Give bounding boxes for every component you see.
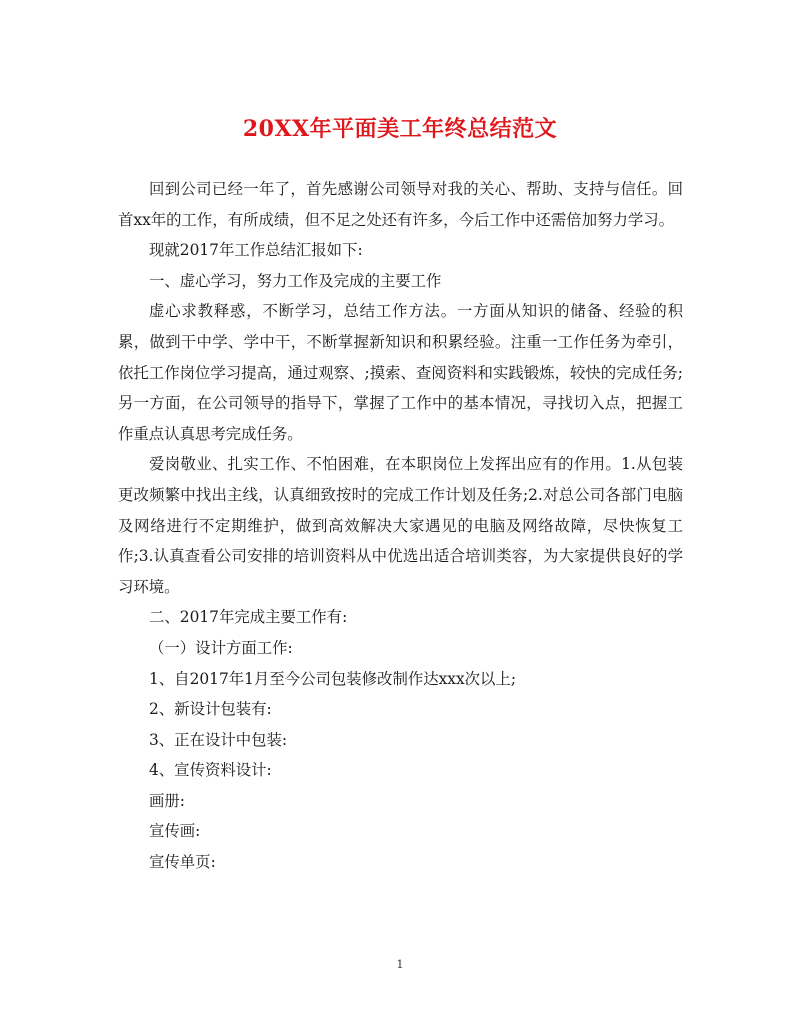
list-item: 宣传画:	[149, 822, 201, 841]
dedication-paragraph: 爱岗敬业、扎实工作、不怕困难，在本职岗位上发挥出应有的作用。1.从包装更改频繁中找出主线，认真细致按时的完成工作计划及任务;2.对总公司各部门电脑及网络进行不定期维护，做到高效解决大家遇见的电脑及网络故障，尽快恢复工作;3.认真查看公司安排的培训资料从中优选出适合培训类容，为大家提供良好的学习环境。	[118, 455, 683, 596]
section-heading-1: 一、虚心学习，努力工作及完成的主要工作	[149, 271, 442, 290]
list-item: 3、正在设计中包装:	[149, 730, 288, 749]
subsection-heading-design: （一）设计方面工作:	[149, 638, 293, 657]
document-body	[118, 174, 683, 878]
list-item: 2、新设计包装有:	[149, 700, 272, 719]
learning-paragraph: 虚心求教释惑，不断学习，总结工作方法。一方面从知识的储备、经验的积累，做到干中学、学中干，不断掌握新知识和积累经验。注重一工作任务为牵引，依托工作岗位学习提高，通过观察、;摸索、查阅资料和实践锻炼，较快的完成任务;另一方面，在公司领导的指导下，掌握了工作中的基本情况，寻找切入点，把握工作重点认真思考完成任务。	[118, 302, 683, 443]
page-number: 1	[396, 958, 404, 971]
intro-paragraph: 回到公司已经一年了，首先感谢公司领导对我的关心、帮助、支持与信任。回首xx年的工作，有所成绩，但不足之处还有许多，今后工作中还需倍加努力学习。	[118, 180, 683, 229]
list-item: 画册:	[149, 791, 185, 810]
list-item: 宣传单页:	[149, 853, 216, 872]
list-item: 4、宣传资料设计:	[149, 761, 272, 780]
list-item: 1、自2017年1月至今公司包装修改制作达xxx次以上;	[149, 669, 517, 688]
section-heading-2: 二、2017年完成主要工作有:	[149, 608, 348, 627]
summary-intro-line: 现就2017年工作总结汇报如下:	[149, 241, 363, 260]
document-title: 20XX年平面美工年终总结范文	[242, 116, 558, 142]
